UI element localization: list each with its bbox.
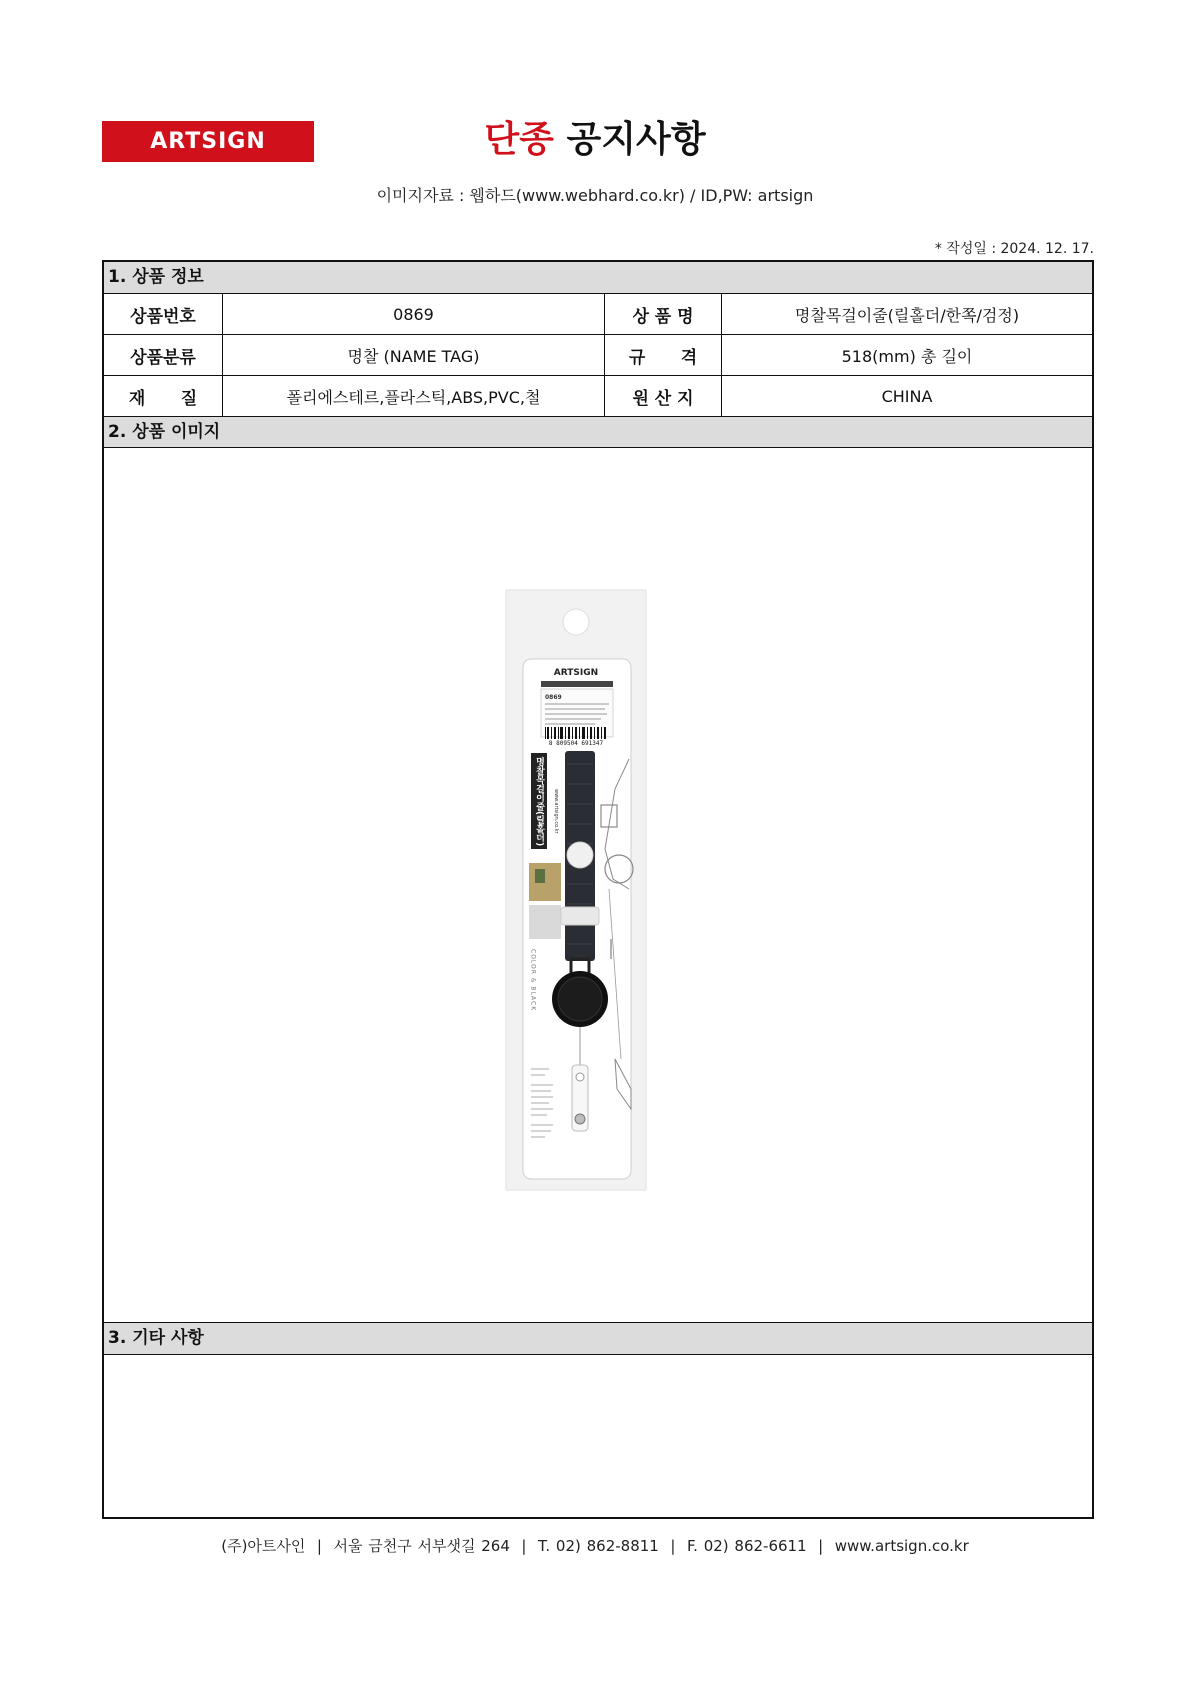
- artsign-logo: ARTSIGN: [102, 121, 314, 162]
- written-date: * 작성일 : 2024. 12. 17.: [934, 241, 1094, 257]
- product-image: [505, 589, 647, 1191]
- other-notes-body: [104, 1355, 1092, 1515]
- package-code: 0869: [545, 694, 562, 701]
- package-site: www.artsign.co.kr: [553, 789, 559, 834]
- section-product-info-heading: 1. 상품 정보: [104, 262, 1092, 294]
- section-product-image-heading: 2. 상품 이미지: [104, 417, 1092, 448]
- info-value: 0869: [223, 294, 605, 334]
- info-value: 명찰 (NAME TAG): [223, 335, 605, 375]
- info-row: [104, 294, 1092, 335]
- info-value: 폴리에스테르,플라스틱,ABS,PVC,철: [223, 376, 605, 416]
- info-label: 재 질: [104, 376, 223, 416]
- image-source-note: 이미지자료 : 웹하드(www.webhard.co.kr) / ID,PW: artsign: [376, 186, 814, 205]
- title-notice: 공지사항: [566, 119, 706, 160]
- company-footer: (주)아트사인 | 서울 금천구 서부샛길 264 | T. 02) 862-8811 | F. 02) 862-6611 | www.artsign.co.kr: [221, 1537, 969, 1555]
- info-label: 상 품 명: [605, 294, 722, 334]
- page-title: [0, 112, 1190, 168]
- info-label: 원 산 지: [605, 376, 722, 416]
- package-color-text: COLOR & BLACK: [529, 949, 537, 1012]
- info-value: 518(mm) 총 길이: [841, 346, 973, 366]
- info-row: [104, 335, 1092, 376]
- info-value: CHINA: [881, 386, 933, 406]
- section-other-notes-heading: 3. 기타 사항: [104, 1323, 1092, 1355]
- info-value: 명찰목걸이줄(릴홀더/한쪽/검정): [794, 305, 1020, 325]
- info-label: 상품분류: [104, 335, 223, 375]
- package-barcode-number: 8 809504 691347: [548, 740, 604, 747]
- package-side-title: 명찰목걸이줄(릴홀더): [534, 757, 544, 847]
- info-label: 규 격: [605, 335, 722, 375]
- title-discontinued: 단종: [484, 119, 554, 160]
- info-label: 상품번호: [104, 294, 223, 334]
- package-brand: ARTSIGN: [553, 668, 599, 678]
- info-row: [104, 376, 1092, 417]
- product-image-area: [104, 447, 1092, 1323]
- notice-sheet: [102, 260, 1094, 1519]
